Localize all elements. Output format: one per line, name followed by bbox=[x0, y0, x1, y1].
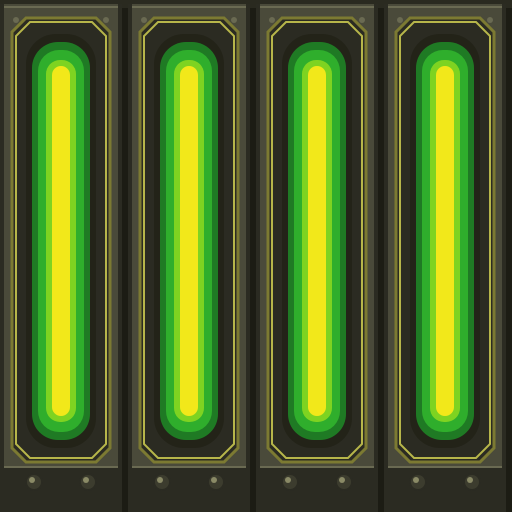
panel-edge-left bbox=[128, 4, 132, 512]
corner-bolt bbox=[487, 17, 493, 23]
panel-top-highlight bbox=[388, 6, 502, 8]
panel-base-highlight bbox=[388, 466, 502, 468]
panel-edge-right bbox=[374, 4, 378, 512]
rivet-highlight bbox=[285, 477, 291, 483]
panel-edge-left bbox=[384, 4, 388, 512]
panel-edge-right bbox=[246, 4, 250, 512]
panel-2 bbox=[128, 4, 250, 512]
panel-base bbox=[260, 466, 374, 512]
panel-1 bbox=[0, 4, 122, 512]
rivet-highlight bbox=[211, 477, 217, 483]
panel-edge-right bbox=[502, 4, 506, 512]
panel-1-art bbox=[0, 4, 122, 512]
rivet-highlight bbox=[83, 477, 89, 483]
energy-tube-1 bbox=[52, 66, 70, 416]
panel-base-highlight bbox=[260, 466, 374, 468]
panel-2-art bbox=[128, 4, 250, 512]
corner-bolt bbox=[397, 17, 403, 23]
panel-top-highlight bbox=[132, 6, 246, 8]
panel-3-art bbox=[256, 4, 378, 512]
panel-base bbox=[132, 466, 246, 512]
rivet-highlight bbox=[157, 477, 163, 483]
panel-4-art bbox=[384, 4, 506, 512]
corner-bolt bbox=[359, 17, 365, 23]
energy-tube-4 bbox=[436, 66, 454, 416]
corner-bolt bbox=[13, 17, 19, 23]
panel-4 bbox=[384, 4, 506, 512]
panel-edge-right bbox=[118, 4, 122, 512]
panel-edge-left bbox=[256, 4, 260, 512]
corner-bolt bbox=[231, 17, 237, 23]
panel-edge-left bbox=[0, 4, 4, 512]
panel-top-highlight bbox=[4, 6, 118, 8]
panel-base bbox=[4, 466, 118, 512]
corner-bolt bbox=[141, 17, 147, 23]
corner-bolt bbox=[103, 17, 109, 23]
energy-tube-2 bbox=[180, 66, 198, 416]
corner-bolt bbox=[269, 17, 275, 23]
rivet-highlight bbox=[29, 477, 35, 483]
panel-base-highlight bbox=[132, 466, 246, 468]
rivet-highlight bbox=[413, 477, 419, 483]
rivet-highlight bbox=[339, 477, 345, 483]
panel-base-highlight bbox=[4, 466, 118, 468]
panel-top-highlight bbox=[260, 6, 374, 8]
panel-3 bbox=[256, 4, 378, 512]
panel-base bbox=[388, 466, 502, 512]
energy-tube-3 bbox=[308, 66, 326, 416]
rivet-highlight bbox=[467, 477, 473, 483]
